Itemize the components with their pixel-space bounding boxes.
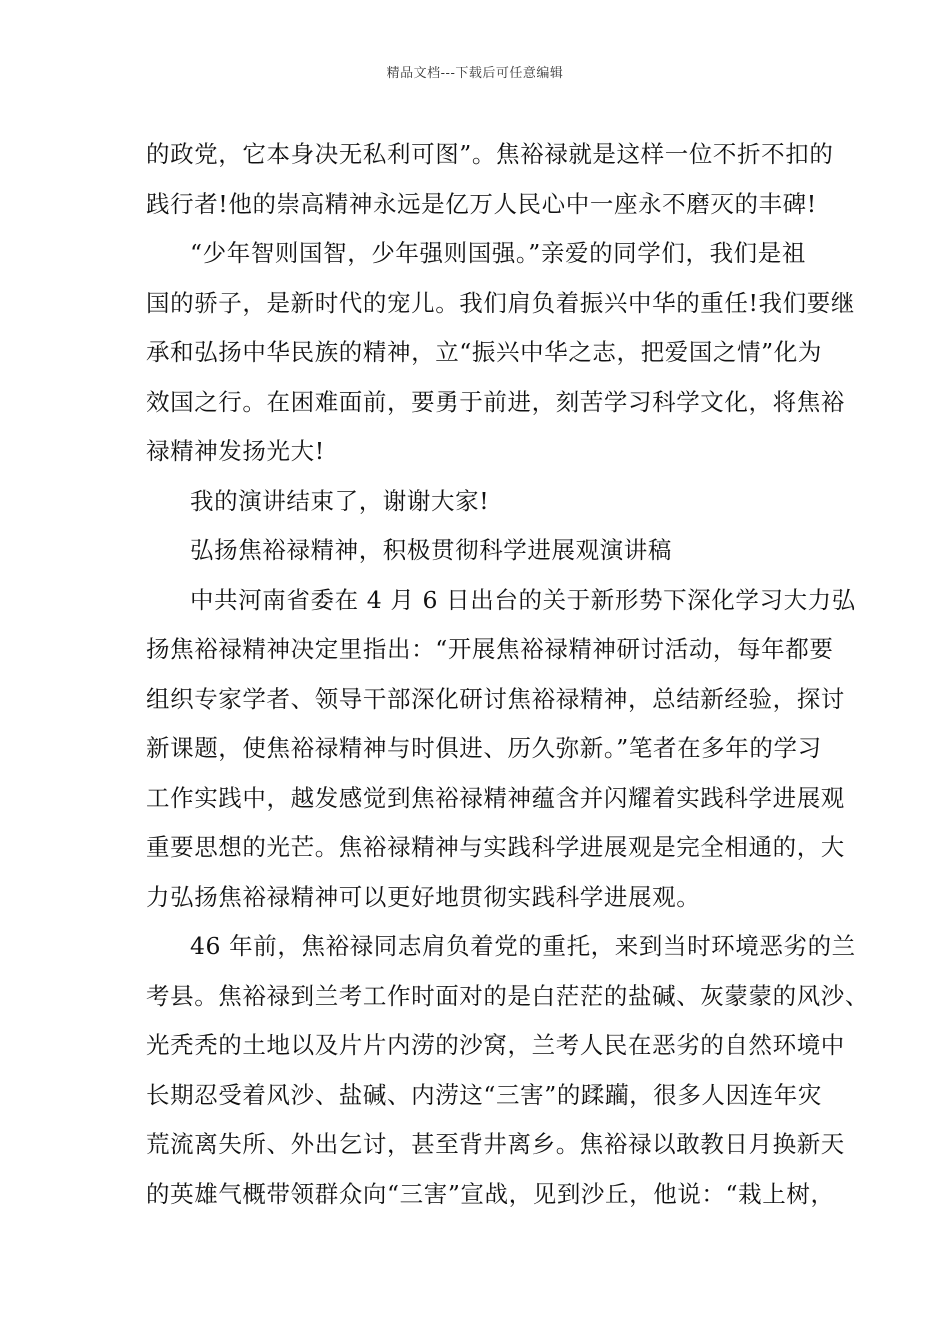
document-body — [146, 130, 869, 1219]
text-line: 效国之行。在困难面前，要勇于前进，刻苦学习科学文化，将焦裕 — [146, 387, 845, 416]
text-line: “少年智则国智，少年强则国强。”亲爱的同学们，我们是祖 — [190, 239, 806, 267]
text-line: 我的演讲结束了，谢谢大家! — [190, 486, 490, 515]
text-line: 承和弘扬中华民族的精神，立“振兴中华之志，把爱国之情”化为 — [146, 338, 822, 366]
page-header: 精品文档---下载后可任意编辑 — [386, 66, 564, 81]
text-line: 重要思想的光芒。焦裕禄精神与实践科学进展观是完全相通的，大 — [146, 833, 845, 861]
text-line: 组织专家学者、领导干部深化研讨焦裕禄精神，总结新经验，探讨 — [146, 684, 845, 713]
text-line: 考县。焦裕禄到兰考工作时面对的是白茫茫的盐碱、灰蒙蒙的风沙、 — [146, 981, 869, 1010]
text-line: 扬焦裕禄精神决定里指出：“开展焦裕禄精神研讨活动，每年都要 — [146, 635, 834, 663]
text-line: 荒流离失所、外出乞讨，甚至背井离乡。焦裕禄以敢教日月换新天 — [146, 1130, 845, 1158]
text-line: 禄精神发扬光大! — [146, 437, 325, 465]
text-line: 新课题，使焦裕禄精神与时俱进、历久弥新。”笔者在多年的学习 — [146, 734, 822, 762]
text-line: 的政党，它本身决无私利可图”。焦裕禄就是这样一位不折不扣的 — [146, 140, 834, 168]
text-line: 的英雄气概带领群众向“三害”宣战，见到沙丘，他说：“栽上树， — [146, 1179, 835, 1208]
text-line: 46 年前，焦裕禄同志肩负着党的重托，来到当时环境恶劣的兰 — [190, 932, 856, 960]
text-line: 国的骄子，是新时代的宠儿。我们肩负着振兴中华的重任!我们要继 — [146, 288, 855, 317]
text-line: 中共河南省委在 4 月 6 日出台的关于新形势下深化学习大力弘 — [190, 585, 856, 614]
text-line: 工作实践中，越发感觉到焦裕禄精神蕴含并闪耀着实践科学进展观 — [146, 783, 845, 812]
text-line: 践行者!他的崇高精神永远是亿万人民心中一座永不磨灭的丰碑! — [146, 189, 817, 218]
text-line: 光秃秃的土地以及片片内涝的沙窝，兰考人民在恶劣的自然环境中 — [146, 1031, 845, 1059]
text-line: 力弘扬焦裕禄精神可以更好地贯彻实践科学进展观。 — [146, 882, 701, 911]
text-line: 长期忍受着风沙、盐碱、内涝这“三害”的蹂躏，很多人因连年灾 — [146, 1080, 822, 1109]
section-title: 弘扬焦裕禄精神，积极贯彻科学进展观演讲稿 — [190, 536, 672, 564]
